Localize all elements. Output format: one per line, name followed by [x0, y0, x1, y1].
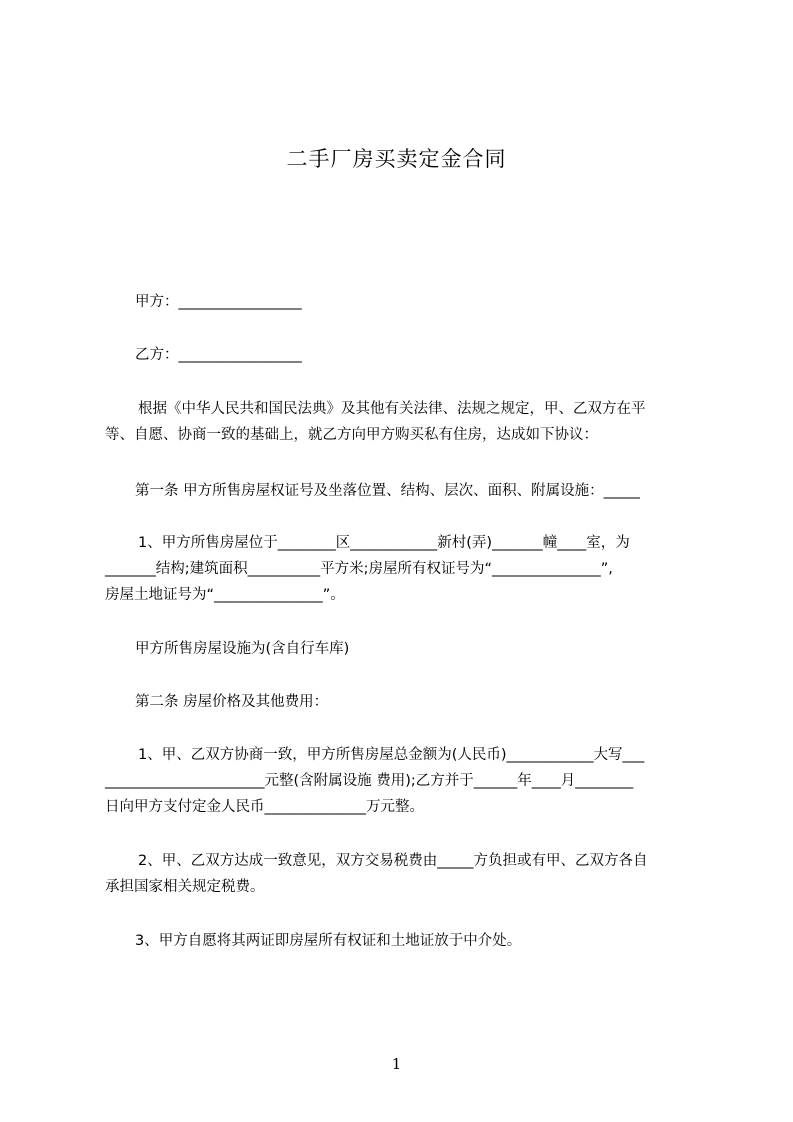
party-b-line: 乙方：_________________	[135, 347, 302, 363]
page-number: 1	[391, 1055, 402, 1073]
article1-item1-line-3: 房屋土地证号为“_______________”。	[105, 587, 345, 603]
article1-item1-line-2: _______结构;建筑面积__________平方米;房屋所有权证号为“_______________”,	[105, 561, 613, 577]
article1-facilities: 甲方所售房屋设施为(含自行车库)	[135, 641, 350, 657]
article2-item1-line-1: 1、甲、乙双方协商一致，甲方所售房屋总金额为(人民币)____________大写___	[138, 747, 645, 763]
article2-item2-line-1: 2、甲、乙双方达成一致意见，双方交易税费由_____方负担或有甲、乙双方各自	[138, 853, 648, 869]
article2-heading: 第二条 房屋价格及其他费用：	[135, 694, 329, 710]
article1-item1-line-1: 1、甲方所售房屋位于________区____________新村(弄)_______幢____室，为	[138, 535, 630, 551]
preamble-line-2: 等、自愿、协商一致的基础上，就乙方向甲方购买私有住房，达成如下协议：	[105, 427, 598, 443]
document-title: 二手厂房买卖定金合同	[286, 147, 507, 171]
article1-heading: 第一条 甲方所售房屋权证号及坐落位置、结构、层次、面积、附属设施：_____	[135, 483, 640, 499]
article2-item1-line-2: ______________________元整(含附属设施 费用);乙方并于______年____月________	[105, 773, 634, 789]
party-a-line: 甲方：_________________	[135, 294, 302, 310]
article2-item3: 3、甲方自愿将其两证即房屋所有权证和土地证放于中介处。	[135, 933, 522, 949]
preamble-line-1: 根据《中华人民共和国民法典》及其他有关法律、法规之规定，甲、乙双方在平	[138, 401, 646, 417]
article2-item2-line-2: 承担国家相关规定税费。	[105, 879, 265, 895]
article2-item1-line-3: 日向甲方支付定金人民币______________万元整。	[105, 799, 424, 815]
